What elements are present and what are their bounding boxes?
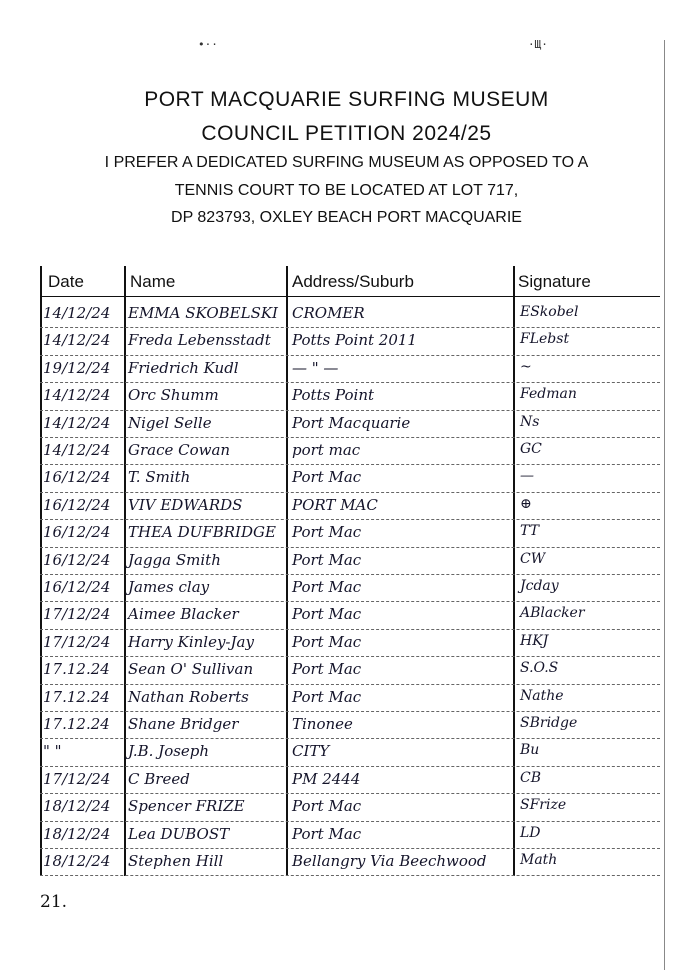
row-rule <box>40 875 660 876</box>
row-name: Sean O' Sullivan <box>128 660 254 679</box>
row-address: Port Mac <box>292 578 362 596</box>
row-rule <box>40 492 660 493</box>
row-rule <box>40 547 660 548</box>
row-rule <box>40 437 660 438</box>
row-address: Port Macquarie <box>292 413 411 432</box>
row-name: Jagga Smith <box>128 550 221 569</box>
row-date: 14/12/24 <box>43 304 111 322</box>
row-rule <box>40 711 660 712</box>
table-border-left <box>40 266 42 876</box>
petition-statement-line-2: TENNIS COURT TO BE LOCATED AT LOT 717, <box>174 182 519 199</box>
row-signature: TT <box>520 523 539 540</box>
row-rule <box>40 327 660 328</box>
row-name: Shane Bridger <box>128 715 239 733</box>
row-address: Port Mac <box>292 550 362 569</box>
row-rule <box>40 684 660 685</box>
row-rule <box>40 738 660 739</box>
row-rule <box>40 656 660 657</box>
row-signature: ⊕ <box>520 495 532 512</box>
row-rule <box>40 574 660 575</box>
signature-table <box>40 266 660 876</box>
row-address: Potts Point 2011 <box>292 331 417 350</box>
row-name: Spencer FRIZE <box>128 797 245 816</box>
row-date: 14/12/24 <box>43 441 111 459</box>
row-rule <box>40 464 660 465</box>
row-rule <box>40 601 660 602</box>
row-address: Port Mac <box>292 824 362 843</box>
row-address: Port Mac <box>292 660 362 679</box>
row-date: 16/12/24 <box>43 468 111 487</box>
row-address: Port Mac <box>292 632 362 651</box>
row-signature: GC <box>520 441 542 457</box>
scan-mark-left: •·· <box>198 38 218 51</box>
row-signature: Nathe <box>520 687 564 704</box>
row-rule <box>40 519 660 520</box>
row-date: 17/12/24 <box>43 605 111 624</box>
row-date: 14/12/24 <box>43 331 111 350</box>
row-date: 16/12/24 <box>43 495 111 514</box>
petition-statement-line-1: I PREFER A DEDICATED SURFING MUSEUM AS OPPOSED TO A <box>104 154 589 171</box>
row-signature: — <box>520 468 534 485</box>
row-name: Stephen Hill <box>128 852 224 870</box>
row-date: 14/12/24 <box>43 413 111 432</box>
row-address: Port Mac <box>292 468 362 487</box>
column-divider-name <box>286 266 288 876</box>
row-date: 17/12/24 <box>43 769 111 788</box>
row-signature: ABlacker <box>520 605 585 622</box>
row-address: Bellangry Via Beechwood <box>292 852 487 870</box>
row-address: port mac <box>292 441 361 459</box>
row-signature: CB <box>520 769 541 786</box>
row-address: Port Mac <box>292 605 362 624</box>
row-rule <box>40 793 660 794</box>
row-signature: SBridge <box>520 715 578 731</box>
row-rule <box>40 821 660 822</box>
row-rule <box>40 629 660 630</box>
row-address: PORT MAC <box>292 495 378 514</box>
row-name: Friedrich Kudl <box>128 358 239 377</box>
row-address: — " — <box>292 358 339 377</box>
column-divider-address <box>513 266 515 876</box>
row-name: Grace Cowan <box>128 441 231 459</box>
row-address: CROMER <box>292 304 365 322</box>
row-name: James clay <box>128 578 210 596</box>
row-date: 16/12/24 <box>43 550 111 569</box>
row-date: " " <box>43 742 62 761</box>
row-date: 17.12.24 <box>43 660 110 679</box>
row-name: T. Smith <box>128 468 191 487</box>
petition-subtitle: COUNCIL PETITION 2024/25 <box>201 122 492 145</box>
row-name: C Breed <box>128 769 190 788</box>
row-date: 16/12/24 <box>43 578 111 596</box>
row-name: Nigel Selle <box>128 413 212 432</box>
row-name: Freda Lebensstadt <box>128 331 271 350</box>
row-signature: Ns <box>520 413 540 430</box>
row-signature: Bu <box>520 742 540 759</box>
row-date: 14/12/24 <box>43 386 111 405</box>
row-rule <box>40 382 660 383</box>
row-name: Harry Kinley-Jay <box>128 632 254 651</box>
row-date: 17.12.24 <box>43 687 110 706</box>
row-date: 17.12.24 <box>43 715 110 733</box>
row-address: CITY <box>292 742 330 761</box>
page-edge <box>664 40 665 970</box>
column-header-date: Date <box>48 272 84 291</box>
column-header-signature: Signature <box>518 272 591 291</box>
row-signature: S.O.S <box>520 660 559 677</box>
row-name: Aimee Blacker <box>128 605 239 624</box>
column-header-name: Name <box>130 272 176 291</box>
row-rule <box>40 410 660 411</box>
row-name: Nathan Roberts <box>128 687 249 706</box>
row-rule <box>40 766 660 767</box>
row-rule <box>40 355 660 356</box>
row-name: VIV EDWARDS <box>128 495 243 514</box>
row-name: Orc Shumm <box>128 386 219 405</box>
row-signature: ~ <box>520 358 532 375</box>
header-rule <box>40 296 660 297</box>
row-address: Port Mac <box>292 687 362 706</box>
row-signature: Math <box>520 852 558 868</box>
row-signature: LD <box>520 824 541 841</box>
row-date: 18/12/24 <box>43 797 111 816</box>
row-date: 19/12/24 <box>43 358 111 377</box>
row-address: Potts Point <box>292 386 375 405</box>
row-signature: Fedman <box>520 386 577 403</box>
row-date: 18/12/24 <box>43 824 111 843</box>
row-signature: SFrize <box>520 797 567 814</box>
row-signature: HKJ <box>520 632 549 649</box>
row-name: Lea DUBOST <box>128 824 230 843</box>
row-address: Port Mac <box>292 797 362 816</box>
column-divider-date <box>124 266 126 876</box>
row-signature: ESkobel <box>520 304 579 320</box>
row-name: THEA DUFBRIDGE <box>128 523 276 542</box>
row-date: 16/12/24 <box>43 523 111 542</box>
petition-title: PORT MACQUARIE SURFING MUSEUM <box>144 88 549 111</box>
column-header-address: Address/Suburb <box>292 272 414 291</box>
row-signature: CW <box>520 550 546 567</box>
row-date: 18/12/24 <box>43 852 111 870</box>
row-address: Tinonee <box>292 715 353 733</box>
row-date: 17/12/24 <box>43 632 111 651</box>
page-number: 21. <box>40 892 68 912</box>
scan-mark-right: ·Щ· <box>528 38 548 51</box>
row-name: EMMA SKOBELSKI <box>128 304 278 322</box>
row-name: J.B. Joseph <box>128 742 210 761</box>
row-address: Port Mac <box>292 523 362 542</box>
row-rule <box>40 848 660 849</box>
petition-statement-line-3: DP 823793, OXLEY BEACH PORT MACQUARIE <box>171 209 522 226</box>
row-address: PM 2444 <box>292 769 361 788</box>
row-signature: FLebst <box>520 331 570 348</box>
row-signature: Jcday <box>520 578 559 594</box>
